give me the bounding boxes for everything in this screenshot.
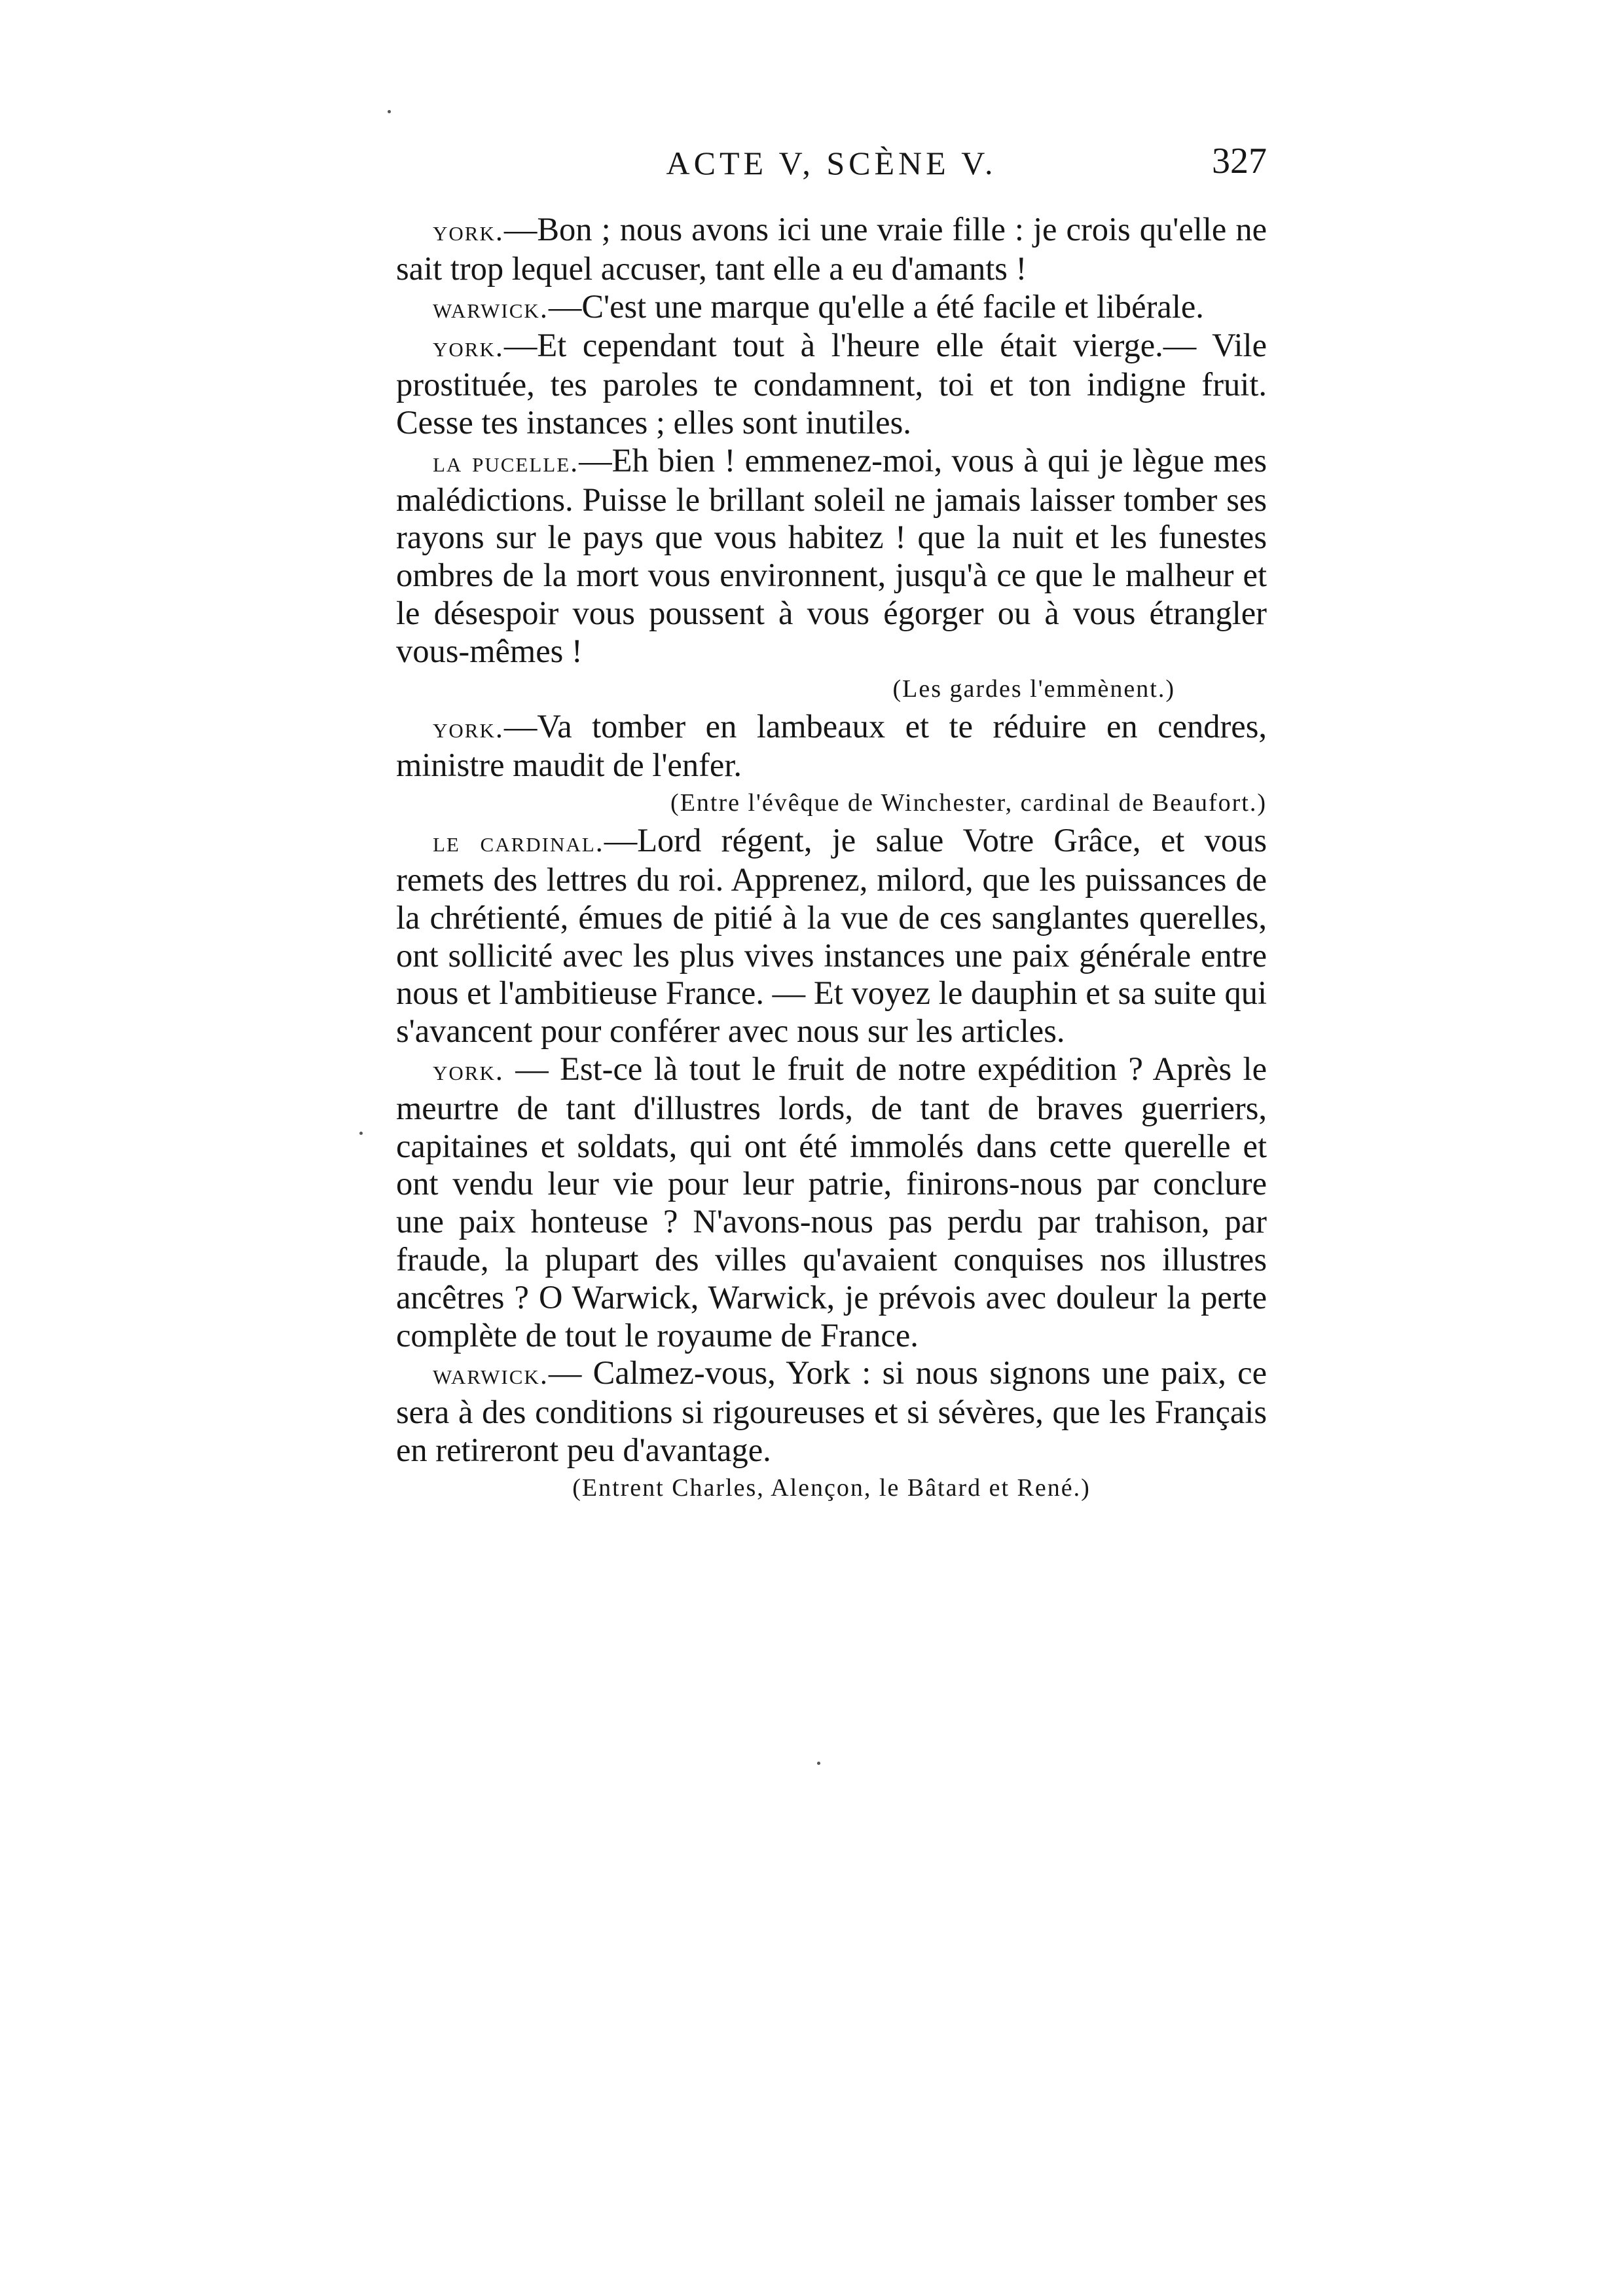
scan-speck	[359, 1132, 363, 1135]
speech-text: —Va tomber en lambeaux et te réduire en cendres, ministre maudit de l'enfer.	[396, 707, 1267, 784]
scan-speck	[388, 110, 391, 113]
stage-direction: (Entre l'évêque de Winchester, cardinal de Beaufort.)	[670, 789, 1267, 817]
speech-text: —Et cependant tout à l'heure elle était vierge.— Vile prostituée, tes paroles te condamnent, toi et ton indigne fruit. Cesse tes instances ; elles sont inutiles.	[396, 327, 1267, 441]
speaker-name: york.	[433, 1054, 504, 1086]
page-number: 327	[1212, 141, 1267, 181]
speech-york-4	[396, 1050, 1267, 1354]
speech-le-cardinal	[396, 822, 1267, 1050]
speaker-name: warwick.	[433, 291, 549, 324]
stage-direction: (Les gardes l'emmènent.)	[892, 675, 1175, 703]
speaker-name: la pucelle.	[433, 445, 579, 478]
speech-text: —Lord régent, je salue Votre Grâce, et vous remets des lettres du roi. Apprenez, milord, que les puissances de la chrétienté, émues de pitié à la vue de ces sanglantes querelles, ont sollicité avec les plus vives instances une paix générale entre nous et l'ambitieuse France. — Et voyez le dauphin et sa suite qui s'avancent pour conférer avec nous sur les articles.	[396, 822, 1267, 1050]
speaker-name: york.	[433, 215, 504, 247]
speech-warwick-2	[396, 1354, 1267, 1469]
running-title: ACTE V, SCÈNE V.	[666, 145, 997, 181]
speech-york-1	[396, 211, 1267, 288]
speaker-name: warwick.	[433, 1358, 549, 1391]
speech-text: —C'est une marque qu'elle a été facile et libérale.	[548, 287, 1204, 325]
speech-warwick-1	[396, 288, 1267, 327]
page-header	[396, 143, 1267, 189]
speech-text: —Bon ; nous avons ici une vraie fille : je crois qu'elle ne sait trop lequel accuser, tant elle a eu d'amants !	[396, 211, 1267, 287]
speech-york-3	[396, 708, 1267, 785]
stage-direction: (Entrent Charles, Alençon, le Bâtard et René.)	[572, 1473, 1091, 1502]
speech-text: —Eh bien ! emmenez-moi, vous à qui je lègue mes malédictions. Puisse le brillant soleil ne jamais laisser tomber ses rayons sur le pays que vous habitez ! que la nuit et les funestes ombres de la mort vous environnent, jusqu'à ce que le malheur et le désespoir vous poussent à vous égorger ou à vous étrangler vous-mêmes !	[396, 441, 1267, 669]
scan-speck	[817, 1762, 820, 1765]
speaker-name: le cardinal.	[433, 826, 604, 859]
speech-la-pucelle	[396, 442, 1267, 671]
speech-text: — Est-ce là tout le fruit de notre expédition ? Après le meurtre de tant d'illustres lords, de tant de braves guerriers, capitaines et soldats, qui ont été immolés dans cette querelle et ont vendu leur vie pour leur patrie, finirons-nous par conclure une paix honteuse ? N'avons-nous pas perdu par trahison, par fraude, la plupart des villes qu'avaient conquises nos illustres ancêtres ? O Warwick, Warwick, je prévois avec douleur la perte complète de tout le royaume de France.	[396, 1050, 1267, 1354]
speech-text: — Calmez-vous, York : si nous signons une paix, ce sera à des conditions si rigoureuses et si sévères, que les Français en retireront peu d'avantage.	[396, 1354, 1267, 1468]
play-text	[396, 211, 1267, 1507]
speaker-name: york.	[433, 711, 504, 744]
speech-york-2	[396, 327, 1267, 441]
speaker-name: york.	[433, 331, 504, 363]
